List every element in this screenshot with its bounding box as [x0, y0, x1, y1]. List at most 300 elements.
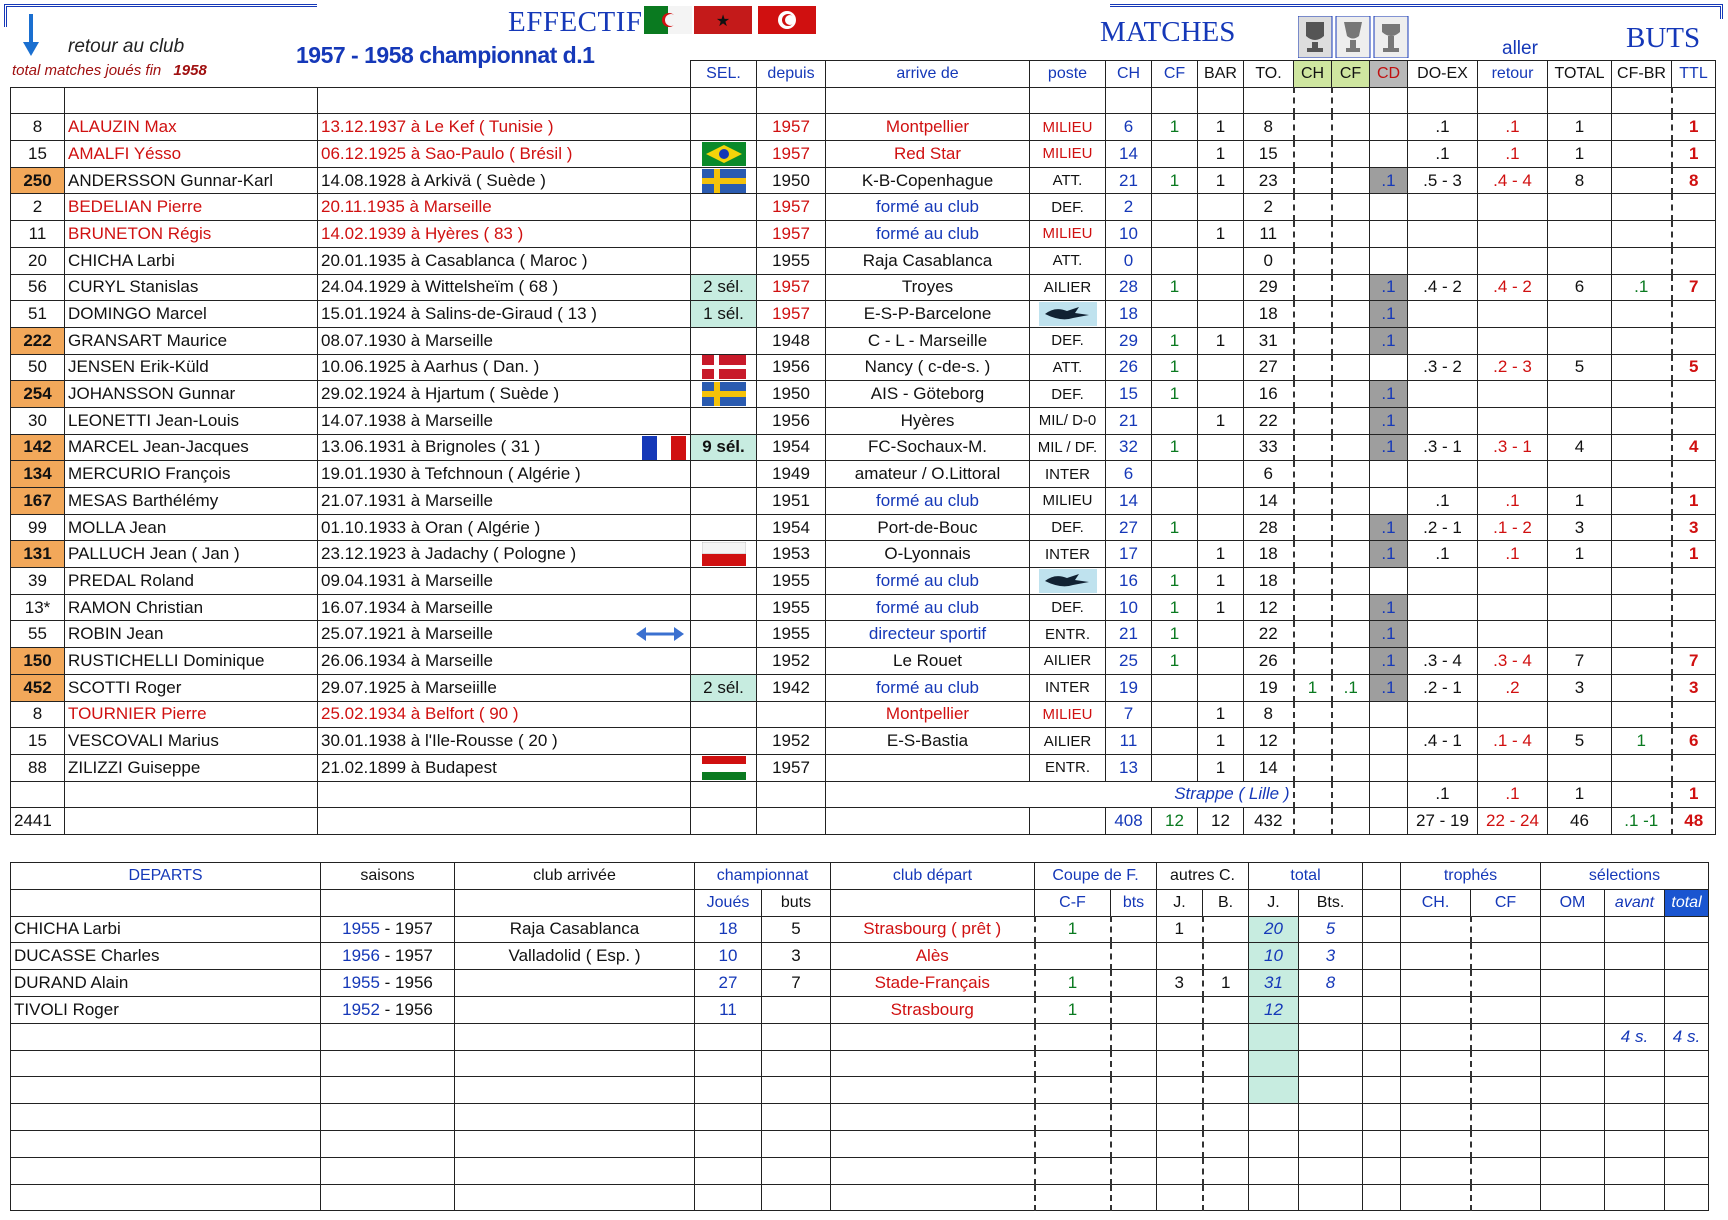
sub-bts: bts [1111, 889, 1157, 916]
matches-total: 2 [1244, 194, 1294, 221]
arrived-from: formé au club [826, 488, 1030, 515]
table-row [11, 674, 1716, 701]
sel-total [1665, 970, 1709, 997]
birth-text: 14.08.1928 à Arkivä ( Suède ) [321, 170, 546, 190]
birth-info [318, 141, 691, 168]
goals-ttl [1672, 621, 1716, 648]
trophy-cd [1370, 221, 1408, 248]
birth-text: 30.01.1938 à l'Ile-Rousse ( 20 ) [321, 731, 558, 751]
goals-cf-br [1612, 381, 1672, 408]
league-goals [762, 1184, 831, 1211]
trophy-ch [1294, 594, 1332, 621]
totals-row [11, 808, 1716, 835]
player-name: GRANSART Maurice [65, 327, 318, 354]
jersey-number: 88 [11, 754, 65, 781]
empty-row [11, 1157, 1709, 1184]
goals-do-ex [1408, 327, 1478, 354]
col-header-cf: CF [1152, 61, 1198, 88]
matches-total: 29 [1244, 274, 1294, 301]
goals-total [1548, 381, 1612, 408]
trophy-cd [1370, 354, 1408, 381]
arrived-from: O-Lyonnais [826, 541, 1030, 568]
club-arrivee: Raja Casablanca [455, 916, 695, 943]
total-games [1249, 1157, 1299, 1184]
goals-do-ex: .5 - 3 [1408, 167, 1478, 194]
birth-info [318, 247, 691, 274]
sel-avant [1605, 916, 1665, 943]
matches-total: 12 [1244, 728, 1294, 755]
since-year: 1955 [757, 594, 826, 621]
arrived-from: Le Rouet [826, 648, 1030, 675]
goals-retour: .4 - 2 [1478, 274, 1548, 301]
totals-to: 432 [1244, 808, 1294, 835]
jersey-number: 254 [11, 381, 65, 408]
other-games: 3 [1157, 970, 1203, 997]
player-name: PREDAL Roland [65, 568, 318, 595]
player-name: MOLLA Jean [65, 514, 318, 541]
trophy-ch [1294, 648, 1332, 675]
trophy-cf [1332, 568, 1370, 595]
sel-avant [1605, 996, 1665, 1023]
goals-total [1548, 594, 1612, 621]
goals-do-ex [1408, 754, 1478, 781]
matches-cf [1152, 221, 1198, 248]
seasons [321, 1050, 455, 1077]
seasons [321, 1023, 455, 1050]
selection-count [691, 407, 757, 434]
sel-om [1541, 943, 1605, 970]
totals-cf-br: .1 -1 [1612, 808, 1672, 835]
selection-count [691, 114, 757, 141]
col-header-coupe: Coupe de F. [1035, 863, 1157, 890]
goals-ttl [1672, 701, 1716, 728]
trophy-ch [1401, 996, 1471, 1023]
trophy-cd: .1 [1370, 594, 1408, 621]
season-start: 1956 [342, 946, 380, 966]
jersey-number: 222 [11, 327, 65, 354]
arrived-from: formé au club [826, 194, 1030, 221]
player-name: SCOTTI Roger [65, 674, 318, 701]
sel-om [1541, 1050, 1605, 1077]
trophy-ch [1294, 461, 1332, 488]
trophy-cd [1370, 194, 1408, 221]
birth-info [318, 701, 691, 728]
goals-ttl [1672, 594, 1716, 621]
total-goals [1299, 1023, 1363, 1050]
sel-total [1665, 1130, 1709, 1157]
goals-total [1548, 407, 1612, 434]
aller-label: aller [1502, 38, 1538, 59]
goals-retour: .3 - 1 [1478, 434, 1548, 461]
birth-info [318, 354, 691, 381]
total-goals [1299, 1077, 1363, 1104]
birth-text: 25.02.1934 à Belfort ( 90 ) [321, 704, 519, 724]
denmark-flag-icon [702, 357, 746, 376]
position-cell: INTER [1030, 674, 1106, 701]
other-goals [1203, 1157, 1249, 1184]
header-spacer [65, 61, 318, 88]
goals-do-ex: .1 [1408, 541, 1478, 568]
birth-info [318, 621, 691, 648]
selection-count [691, 488, 757, 515]
matches-cf: 1 [1152, 167, 1198, 194]
league-goals [762, 996, 831, 1023]
sub-cf: C-F [1035, 889, 1111, 916]
trophy-cf [1332, 167, 1370, 194]
table-row [11, 301, 1716, 328]
cup-goals [1111, 1050, 1157, 1077]
matches-ch: 28 [1106, 274, 1152, 301]
since-year: 1950 [757, 381, 826, 408]
goals-retour: .1 [1478, 488, 1548, 515]
goals-total: 4 [1548, 434, 1612, 461]
selection-count [691, 247, 757, 274]
arrived-from: formé au club [826, 221, 1030, 248]
other-games [1157, 1130, 1203, 1157]
position-cell: MILIEU [1030, 114, 1106, 141]
player-name: CHICHA Larbi [65, 247, 318, 274]
matches-cf: 1 [1152, 621, 1198, 648]
birth-text: 19.01.1930 à Tefchnoun ( Algérie ) [321, 464, 581, 484]
trophy-cd [1370, 488, 1408, 515]
club-arrivee [455, 970, 695, 997]
matches-bar: 1 [1198, 167, 1244, 194]
selection-count [691, 221, 757, 248]
jersey-number: 131 [11, 541, 65, 568]
departed-player [11, 1104, 321, 1131]
goals-ttl: 1 [1672, 541, 1716, 568]
goals-ttl: 8 [1672, 167, 1716, 194]
table-row [11, 488, 1716, 515]
trophy-cf [1332, 461, 1370, 488]
matches-bar [1198, 301, 1244, 328]
goals-total: 3 [1548, 514, 1612, 541]
goals-total: 1 [1548, 541, 1612, 568]
sel-avant [1605, 1157, 1665, 1184]
matches-total: 33 [1244, 434, 1294, 461]
matches-title: MATCHES [1100, 16, 1236, 48]
departs-row [11, 996, 1709, 1023]
trophy-cf [1332, 221, 1370, 248]
birth-info [318, 514, 691, 541]
club-arrivee: Valladolid ( Esp. ) [455, 943, 695, 970]
selection-count: 9 sél. [691, 434, 757, 461]
matches-cf [1152, 754, 1198, 781]
departs-subheader-row [11, 889, 1709, 916]
table-row [11, 141, 1716, 168]
matches-ch: 10 [1106, 594, 1152, 621]
cup-goals [1111, 1023, 1157, 1050]
goals-total: 1 [1548, 114, 1612, 141]
goals-total: 6 [1548, 274, 1612, 301]
jersey-number: 20 [11, 247, 65, 274]
goals-cf-br [1612, 167, 1672, 194]
header-spacer [11, 61, 65, 88]
trophy-cf [1471, 1077, 1541, 1104]
other-goals [1203, 1023, 1249, 1050]
matches-ch: 7 [1106, 701, 1152, 728]
matches-ch: 16 [1106, 568, 1152, 595]
since-year: 1957 [757, 301, 826, 328]
squad-table [10, 60, 1716, 835]
trophy-cd [1370, 247, 1408, 274]
goals-do-ex: .4 - 1 [1408, 728, 1478, 755]
sweden-flag-icon [702, 384, 746, 403]
empty-row [11, 1184, 1709, 1211]
col-header-depuis: depuis [757, 61, 826, 88]
club-arrivee [455, 1157, 695, 1184]
trophy-ch [1294, 701, 1332, 728]
trophy-ch [1401, 943, 1471, 970]
back-arrow-icon[interactable] [20, 12, 42, 63]
table-row [11, 114, 1716, 141]
trophy-ch [1401, 1130, 1471, 1157]
position-cell: DEF. [1030, 381, 1106, 408]
player-name: ANDERSSON Gunnar-Karl [65, 167, 318, 194]
matches-total: 22 [1244, 407, 1294, 434]
goals-retour [1478, 701, 1548, 728]
other-goals [1203, 1077, 1249, 1104]
matches-bar [1198, 461, 1244, 488]
col-header-sel: SEL. [691, 61, 757, 88]
total-goals [1299, 1157, 1363, 1184]
table-row [11, 327, 1716, 354]
league-goals [762, 1077, 831, 1104]
position-cell: MIL / DF. [1030, 434, 1106, 461]
col-header-club-arrivee: club arrivée [455, 863, 695, 890]
seasons: 1956 - 1957 [321, 943, 455, 970]
position-cell: MILIEU [1030, 221, 1106, 248]
selection-count: 2 sél. [691, 274, 757, 301]
back-link[interactable]: retour au club [68, 36, 185, 57]
other-goals [1203, 1130, 1249, 1157]
trophy-cf [1471, 916, 1541, 943]
league-games [695, 1104, 762, 1131]
trophy-cd: .1 [1370, 541, 1408, 568]
trophy-cf [1332, 648, 1370, 675]
matches-ch: 6 [1106, 114, 1152, 141]
spacer-cell [1363, 943, 1401, 970]
trophy-cf [1332, 621, 1370, 648]
matches-bar: 1 [1198, 728, 1244, 755]
other-goals [1203, 1184, 1249, 1211]
since-year: 1949 [757, 461, 826, 488]
sub-joues: Joués [695, 889, 762, 916]
matches-bar: 1 [1198, 141, 1244, 168]
position-cell: MILIEU [1030, 488, 1106, 515]
spacer-cell [1363, 1157, 1401, 1184]
since-year: 1955 [757, 568, 826, 595]
birth-info [318, 674, 691, 701]
matches-cf [1152, 141, 1198, 168]
spacer-cell [1363, 1130, 1401, 1157]
france-flag-icon [642, 436, 686, 460]
player-name: MARCEL Jean-Jacques [65, 434, 318, 461]
league-goals [762, 1130, 831, 1157]
top-left-frame [4, 4, 317, 27]
goals-do-ex: .1 [1408, 141, 1478, 168]
player-name: TOURNIER Pierre [65, 701, 318, 728]
matches-cf [1152, 247, 1198, 274]
trophy-cf [1332, 594, 1370, 621]
player-name: MESAS Barthélémy [65, 488, 318, 515]
goals-retour [1478, 407, 1548, 434]
empty-row [11, 1077, 1709, 1104]
trophy-ch [1294, 274, 1332, 301]
sel-om [1541, 1157, 1605, 1184]
selection-count: 2 sél. [691, 674, 757, 701]
league-games: 10 [695, 943, 762, 970]
birth-info [318, 648, 691, 675]
since-year: 1950 [757, 167, 826, 194]
trophy-cd: .1 [1370, 648, 1408, 675]
goals-do-ex [1408, 381, 1478, 408]
goals-cf-br [1612, 194, 1672, 221]
sel-om [1541, 1104, 1605, 1131]
goals-total [1548, 568, 1612, 595]
matches-cf [1152, 301, 1198, 328]
matches-ch: 13 [1106, 754, 1152, 781]
matches-total: 8 [1244, 701, 1294, 728]
goals-retour: .2 - 3 [1478, 354, 1548, 381]
matches-cf: 1 [1152, 594, 1198, 621]
matches-cf [1152, 407, 1198, 434]
position-cell: ENTR. [1030, 754, 1106, 781]
matches-total: 14 [1244, 488, 1294, 515]
table-row [11, 167, 1716, 194]
goals-cf-br [1612, 568, 1672, 595]
trophy-ch [1401, 1077, 1471, 1104]
birth-info [318, 114, 691, 141]
goals-ttl [1672, 301, 1716, 328]
sel-total [1665, 943, 1709, 970]
league-goals: 5 [762, 916, 831, 943]
player-name: ROBIN Jean [65, 621, 318, 648]
table-row [11, 594, 1716, 621]
col-header-saisons: saisons [321, 863, 455, 890]
col-header-ttl: TTL [1672, 61, 1716, 88]
birth-text: 14.07.1938 à Marseille [321, 410, 494, 430]
sel-total [1665, 1077, 1709, 1104]
trophy-cf: .1 [1332, 674, 1370, 701]
matches-ch: 2 [1106, 194, 1152, 221]
trophy-ch [1401, 1184, 1471, 1211]
since-year: 1955 [757, 621, 826, 648]
position-cell: ATT. [1030, 167, 1106, 194]
total-goals: 3 [1299, 943, 1363, 970]
trophy-cd: .1 [1370, 514, 1408, 541]
cup-goals [1111, 1184, 1157, 1211]
departs-title: DEPARTS [11, 863, 321, 890]
birth-info [318, 461, 691, 488]
goals-cf-br [1612, 301, 1672, 328]
matches-ch: 32 [1106, 434, 1152, 461]
jersey-number: 56 [11, 274, 65, 301]
player-name: AMALFI Yésso [65, 141, 318, 168]
matches-cf [1152, 541, 1198, 568]
jersey-number: 50 [11, 354, 65, 381]
matches-bar [1198, 247, 1244, 274]
departed-player [11, 1184, 321, 1211]
empty-row [11, 1023, 1709, 1050]
matches-bar: 1 [1198, 594, 1244, 621]
jersey-number: 11 [11, 221, 65, 248]
arrived-from: AIS - Göteborg [826, 381, 1030, 408]
birth-text: 01.10.1933 à Oran ( Algérie ) [321, 517, 541, 537]
goals-total [1548, 194, 1612, 221]
goals-ttl [1672, 568, 1716, 595]
trophy-ch [1294, 114, 1332, 141]
matches-ch: 11 [1106, 728, 1152, 755]
total-games [1249, 1077, 1299, 1104]
flag-cell [691, 541, 757, 568]
position-cell: INTER [1030, 541, 1106, 568]
total-goals [1299, 1130, 1363, 1157]
trophy-ch [1294, 541, 1332, 568]
sel-avant [1605, 943, 1665, 970]
club-depart [831, 1077, 1035, 1104]
cup-games [1035, 1023, 1111, 1050]
trophy-ch [1294, 568, 1332, 595]
goals-ttl [1672, 327, 1716, 354]
jersey-number: 13* [11, 594, 65, 621]
col-header-selections: sélections [1541, 863, 1709, 890]
sel-total [1665, 1184, 1709, 1211]
goals-retour [1478, 381, 1548, 408]
club-arrivee [455, 996, 695, 1023]
jersey-number: 30 [11, 407, 65, 434]
matches-total: 16 [1244, 381, 1294, 408]
sel-om [1541, 1130, 1605, 1157]
spacer-cell [1363, 1104, 1401, 1131]
buts-title: BUTS [1626, 22, 1701, 54]
birth-info [318, 488, 691, 515]
sel-om [1541, 996, 1605, 1023]
matches-total: 6 [1244, 461, 1294, 488]
position-cell: INTER [1030, 461, 1106, 488]
jersey-number: 452 [11, 674, 65, 701]
totals-num: 2441 [11, 808, 65, 835]
birth-info [318, 407, 691, 434]
matches-bar [1198, 648, 1244, 675]
col-header-poste: poste [1030, 61, 1106, 88]
departed-player [11, 1023, 321, 1050]
player-name: ZILIZZI Guiseppe [65, 754, 318, 781]
birth-info [318, 274, 691, 301]
sub-b: B. [1203, 889, 1249, 916]
goals-cf-br: .1 [1612, 274, 1672, 301]
sub-om: OM [1541, 889, 1605, 916]
flag-cell [691, 141, 757, 168]
arrived-from [826, 754, 1030, 781]
sub-j: J. [1157, 889, 1203, 916]
total-games [1249, 1023, 1299, 1050]
trophy-ch [1401, 1157, 1471, 1184]
matches-ch: 21 [1106, 407, 1152, 434]
table-row [11, 514, 1716, 541]
total-games [1249, 1130, 1299, 1157]
table-row [11, 621, 1716, 648]
totals-doex: 27 - 19 [1408, 808, 1478, 835]
matches-cf: 1 [1152, 327, 1198, 354]
birth-text: 10.06.1925 à Aarhus ( Dan. ) [321, 357, 540, 377]
league-games [695, 1050, 762, 1077]
season-start: 1955 [342, 973, 380, 993]
departs-row [11, 916, 1709, 943]
trophy-cd: .1 [1370, 274, 1408, 301]
totals-bar: 12 [1198, 808, 1244, 835]
player-name: BEDELIAN Pierre [65, 194, 318, 221]
